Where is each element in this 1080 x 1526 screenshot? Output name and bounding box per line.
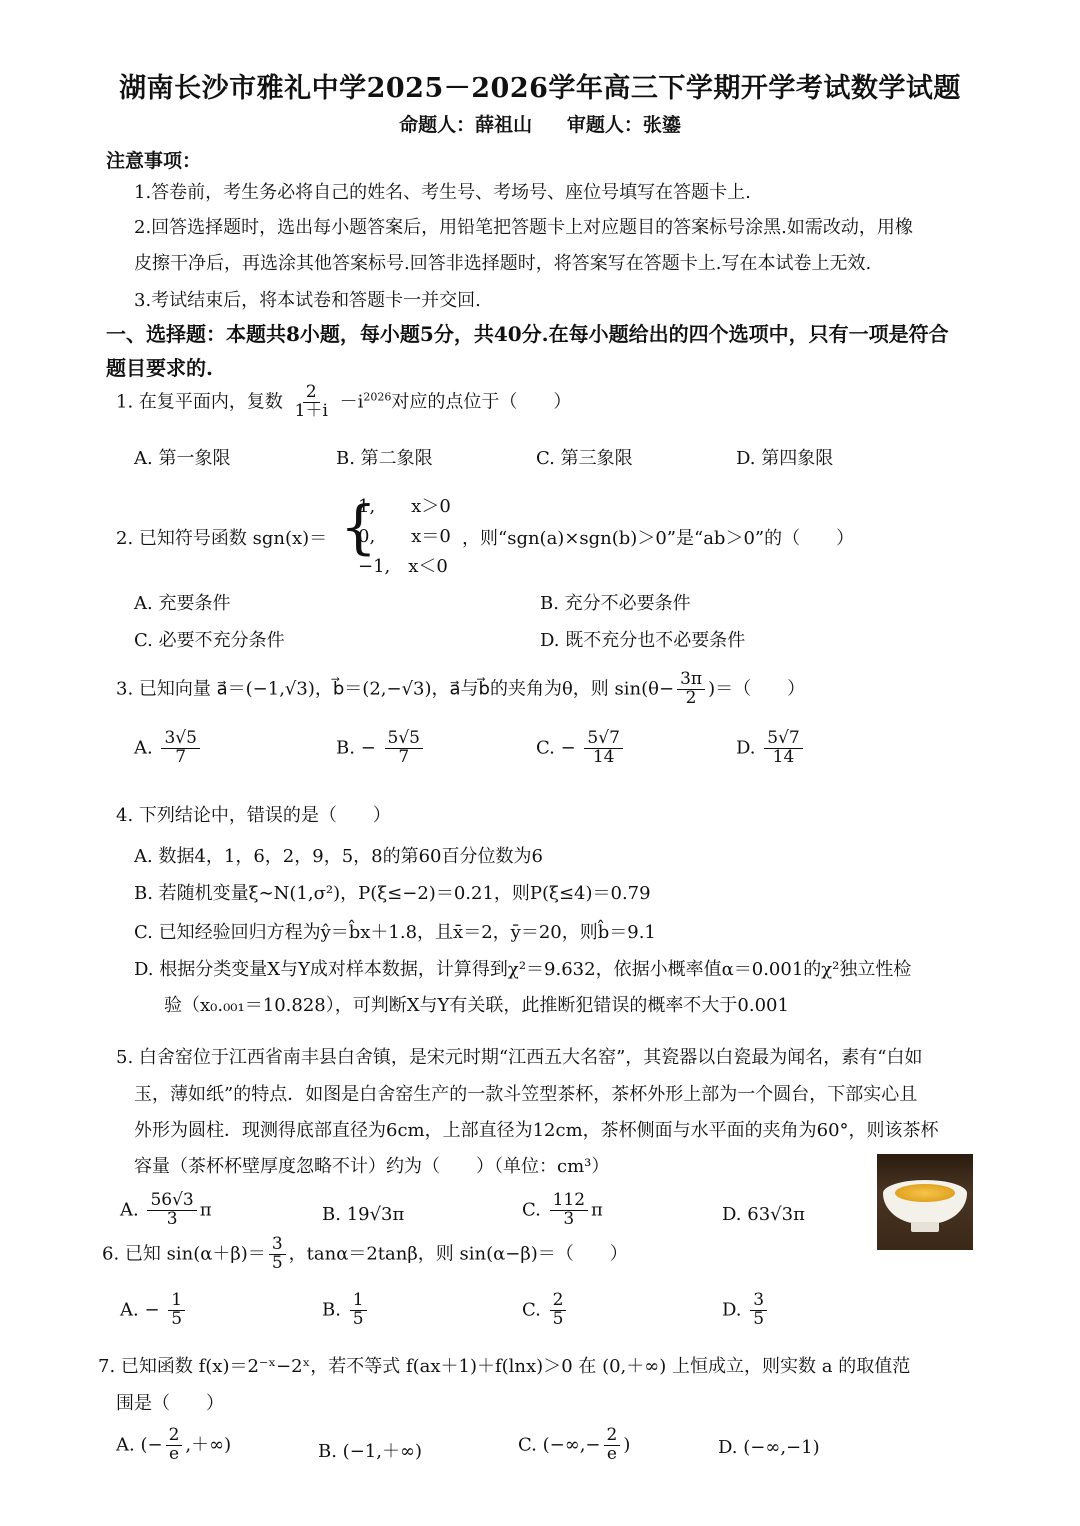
q6-a-den: 5 [171,1308,183,1329]
q5-b-text: 19√3π [346,1204,405,1225]
q1-option-b: B. 第二象限 [336,448,433,469]
q2-option-b: B. 充分不必要条件 [540,593,691,614]
q1-text-post: 对应的点位于（ ） [391,391,572,413]
q6-c-num: 2 [550,1292,567,1311]
q6-d-den: 5 [753,1308,765,1329]
q5-c-frac [550,1192,588,1229]
q7-c-frac [604,1427,621,1464]
q5-a-frac [147,1192,196,1229]
tea-cup-photo [877,1154,973,1250]
q3-d-frac [764,730,802,767]
q5-c-label: C. [522,1199,541,1221]
q5-c-tail: π [591,1199,603,1221]
reviewer-name: 审题人：张鎏 [566,114,681,136]
question-6-stem [102,1236,628,1273]
q3-frac-num: 3π [677,671,705,690]
q3-text-pre: 3. 已知向量 a⃗＝(−1,√3)，b⃗＝(2,−√3)，a⃗与b⃗的夹角为θ，则 sin(θ− [116,678,675,700]
q7-c-post: ) [623,1434,631,1456]
q3-frac-den: 2 [685,687,697,708]
q2-brace: { [340,493,377,561]
q4-option-d: D. 根据分类变量X与Y成对样本数据，计算得到χ²＝9.632，依据小概率值α＝0.001的χ²独立性检 [134,959,912,980]
q3-a-den: 7 [175,746,187,767]
q3-b-label: B. [336,737,355,759]
section-heading-line2: 题目要求的. [106,356,213,380]
q5-option-b [322,1204,404,1225]
q3-d-den: 14 [772,746,795,767]
q7-a-label: A. [116,1434,135,1456]
q5-c-den: 3 [563,1208,575,1229]
setter-name: 命题人：薛祖山 [399,114,533,136]
q7-option-a [116,1427,231,1464]
q6-a-frac [168,1292,185,1329]
q2-text-post: ，则“sgn(a)×sgn(b)＞0”是“ab＞0”的（ ） [462,528,855,549]
question-1-stem [116,384,571,421]
q6-option-a [120,1292,188,1329]
q7-line-1: 7. 已知函数 f(x)＝2⁻ˣ−2ˣ，若不等式 f(ax＋1)＋f(lnx)＞0 在 (0,＋∞) 上恒成立，则实数 a 的取值范 [98,1356,911,1377]
q7-a-post: ,＋∞) [185,1434,232,1456]
q2-case-2: 0, x＝0 [358,526,451,547]
q3-c-frac [584,730,622,767]
q6-b-frac [350,1292,367,1329]
q5-d-label: D. [722,1204,742,1225]
q6-text-pre: 6. 已知 sin(α＋β)＝ [102,1243,266,1265]
q6-c-label: C. [522,1299,541,1321]
q5-option-a [120,1192,212,1229]
q5-a-den: 3 [166,1208,178,1229]
q7-a-frac [166,1427,183,1464]
question-4-stem: 4. 下列结论中，错误的是（ ） [116,805,391,826]
q3-d-label: D. [736,737,756,759]
q6-c-frac [550,1292,567,1329]
q7-line-2: 围是（ ） [116,1393,224,1414]
q7-c-pre: (−∞,− [542,1434,601,1456]
q4-option-a: A. 数据4，1，6，2，9，5，8的第60百分位数为6 [134,846,543,867]
q6-a-sign: − [144,1299,160,1321]
q2-text-pre: 2. 已知符号函数 sgn(x)＝ [116,528,328,549]
q6-text-post: ，tanα＝2tanβ，则 sin(α−β)＝（ ） [288,1243,628,1265]
q3-c-label: C. [536,737,555,759]
q1-fraction [292,384,331,421]
q4-option-b: B. 若随机变量ξ∼N(1,σ²)，P(ξ≤−2)＝0.21，则P(ξ≤4)＝0.79 [134,883,651,904]
q1-option-d: D. 第四象限 [736,448,834,469]
q3-option-b [336,730,426,767]
q1-text-mid: －i [339,391,364,413]
note-item-1: 1.答卷前，考生务必将自己的姓名、考生号、考场号、座位号填写在答题卡上. [134,182,751,203]
q6-frac-den: 5 [271,1252,283,1273]
q6-option-c [522,1292,569,1329]
exam-subtitle [0,110,1080,137]
q1-frac-num: 2 [303,384,320,403]
q3-c-den: 14 [592,746,615,767]
q6-fraction [269,1236,286,1273]
q7-option-d: D. (−∞,−1) [718,1437,820,1458]
q6-d-num: 3 [750,1292,767,1311]
q5-a-tail: π [199,1199,212,1221]
q6-b-num: 1 [350,1292,367,1311]
q6-option-b [322,1292,370,1329]
q5-line-4: 容量（茶杯杯壁厚度忽略不计）约为（ ）（单位：cm³） [134,1156,610,1177]
q6-c-den: 5 [552,1308,564,1329]
q7-a-pre: (− [140,1434,163,1456]
q3-option-a [134,730,203,767]
note-item-3: 3.考试结束后，将本试卷和答题卡一并交回. [134,290,481,311]
section-heading-line1: 一、选择题：本题共8小题，每小题5分，共40分.在每小题给出的四个选项中，只有一项是符合 [106,322,949,346]
q1-frac-den: 1＋i [294,400,328,421]
q7-option-c [518,1427,630,1464]
q6-a-label: A. [120,1299,139,1321]
q3-text-post: )＝（ ） [708,678,806,700]
q1-option-a: A. 第一象限 [134,448,231,469]
q2-option-d: D. 既不充分也不必要条件 [540,630,746,651]
q7-option-b: B. (−1,＋∞) [318,1441,422,1462]
q3-b-sign: − [360,737,376,759]
q5-line-3: 外形为圆柱．现测得底部直径为6cm，上部直径为12cm，茶杯侧面与水平面的夹角为60°，则该茶杯 [134,1120,939,1141]
q6-frac-num: 3 [269,1236,286,1255]
q3-b-den: 7 [398,746,410,767]
q2-case-1: 1, x＞0 [358,496,451,517]
q5-line-2: 玉，薄如纸”的特点．如图是白舍窑生产的一款斗笠型茶杯，茶杯外形上部为一个圆台，下部实心且 [134,1084,918,1105]
q3-a-label: A. [134,737,153,759]
q2-option-a: A. 充要条件 [134,593,231,614]
q5-d-text: 63√3π [747,1204,805,1225]
q3-c-num: 5√7 [584,730,622,749]
q6-a-num: 1 [168,1292,185,1311]
q1-exponent: 2026 [363,390,392,404]
q7-a-den: e [168,1443,180,1464]
q3-option-d [736,730,806,767]
q6-d-frac [750,1292,767,1329]
q2-case-3: −1, x＜0 [358,556,448,577]
q6-option-d [722,1292,770,1329]
note-item-2: 2.回答选择题时，选出每小题答案后，用铅笔把答题卡上对应题目的答案标号涂黑.如需改动，用橡 [134,217,913,238]
q6-d-label: D. [722,1299,742,1321]
q5-option-d [722,1204,805,1225]
q3-c-sign: − [560,737,576,759]
q5-a-num: 56√3 [147,1192,196,1211]
q5-a-label: A. [120,1199,139,1221]
q7-a-num: 2 [166,1427,183,1446]
q2-option-c: C. 必要不充分条件 [134,630,285,651]
q7-c-label: C. [518,1434,537,1456]
exam-title: 湖南长沙市雅礼中学2025－2026学年高三下学期开学考试数学试题 [119,73,961,104]
q5-b-label: B. [322,1204,341,1225]
notes-heading: 注意事项： [106,150,202,172]
q4-option-d-cont: 验（x₀.₀₀₁＝10.828），可判断X与Y有关联，此推断犯错误的概率不大于0.001 [164,995,789,1016]
q3-d-num: 5√7 [764,730,802,749]
q3-b-num: 5√5 [385,730,423,749]
q6-b-den: 5 [352,1308,364,1329]
q7-c-den: e [606,1443,617,1464]
q2-cases [358,492,451,582]
q5-c-num: 112 [550,1192,588,1211]
note-item-2-cont: 皮擦干净后，再选涂其他答案标号.回答非选择题时，将答案写在答题卡上.写在本试卷上无效. [134,253,872,274]
q3-a-num: 3√5 [161,730,199,749]
q4-option-c: C. 已知经验回归方程为ŷ＝b̂x＋1.8，且x̄＝2，ȳ＝20，则b̂＝9.1 [134,922,656,943]
q3-a-frac [161,730,199,767]
q1-text-pre: 1. 在复平面内，复数 [116,391,283,413]
q7-c-num: 2 [604,1427,621,1446]
q1-option-c: C. 第三象限 [536,448,633,469]
q3-fraction [677,671,705,708]
q3-option-c [536,730,626,767]
q5-option-c [522,1192,603,1229]
q5-line-1: 5. 白舍窑位于江西省南丰县白舍镇，是宋元时期“江西五大名窑”，其瓷器以白瓷最为闻名，素有“白如 [116,1047,923,1068]
q6-b-label: B. [322,1299,341,1321]
question-3-stem [116,671,805,708]
q3-b-frac [385,730,423,767]
